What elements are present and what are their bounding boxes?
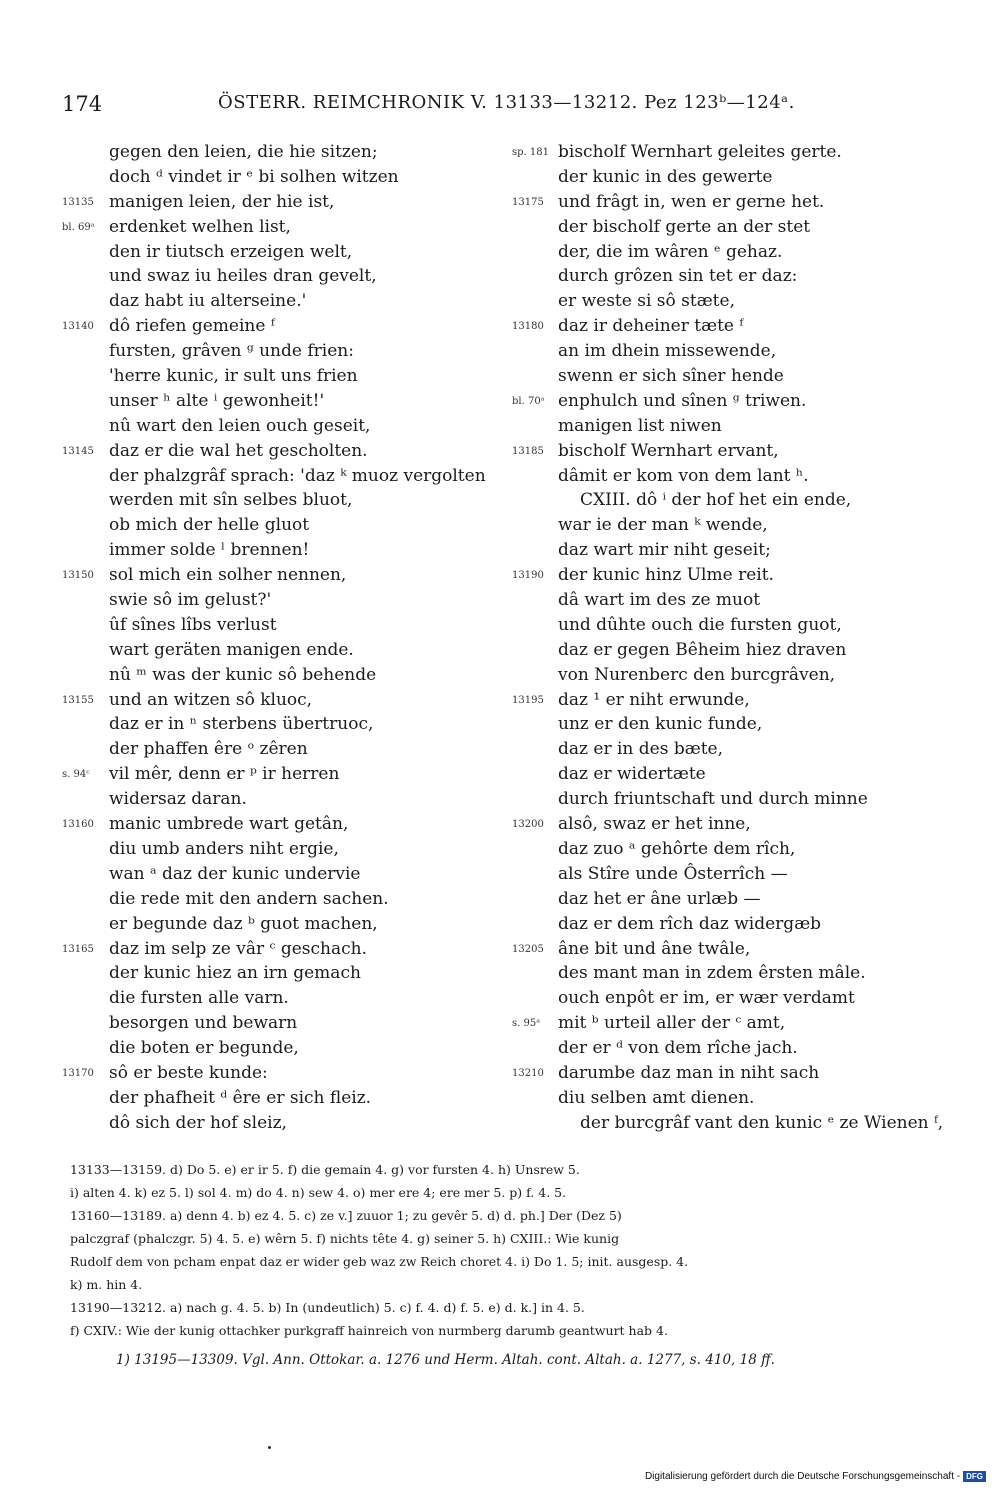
verse-text: der burcgrâf vant den kunic ᵉ ze Wienen ᶠ, <box>580 1112 944 1133</box>
verse-line <box>62 712 502 737</box>
verse-line <box>512 538 952 563</box>
verse-text: an im dhein missewende, <box>558 341 777 362</box>
line-marker: 13210 <box>512 1067 544 1079</box>
verse-text: wart geräten manigen ende. <box>109 639 354 660</box>
note-line: 13190—13212. a) nach g. 4. 5. b) In (undeutlich) 5. c) f. 4. d) f. 5. e) d. k.] in 4. 5. <box>70 1300 585 1315</box>
verse-text: daz zuo ᵃ gehôrte dem rîch, <box>558 838 796 859</box>
verse-line <box>62 812 502 837</box>
verse-text: der kunic hiez an irn gemach <box>109 963 361 984</box>
verse-text: die rede mit den andern sachen. <box>109 888 389 909</box>
verse-text: daz er die wal het gescholten. <box>109 440 368 461</box>
verse-text: besorgen und bewarn <box>109 1013 298 1034</box>
verse-text: widersaz daran. <box>109 789 247 810</box>
verse-text: und dûhte ouch die fursten guot, <box>558 614 842 635</box>
verse-text: erdenket welhen list, <box>109 216 291 237</box>
line-marker: 13190 <box>512 570 544 582</box>
verse-line <box>62 140 502 165</box>
line-marker: 13160 <box>62 819 94 831</box>
verse-text: der phafheit ᵈ êre er sich fleiz. <box>109 1087 372 1108</box>
verse-line <box>62 588 502 613</box>
line-marker: 13140 <box>62 321 94 333</box>
verse-text: der phalzgrâf sprach: 'daz ᵏ muoz vergolten <box>109 465 486 486</box>
verse-line <box>512 165 952 190</box>
verse-line <box>62 1086 502 1111</box>
verse-line <box>62 737 502 762</box>
verse-text: der kunic hinz Ulme reit. <box>558 565 774 586</box>
line-marker: 13205 <box>512 943 544 955</box>
verse-text: daz er widertæte <box>558 764 706 785</box>
verse-line <box>512 339 952 364</box>
verse-line <box>512 215 952 240</box>
verse-text: daz er dem rîch daz widergæb <box>558 913 822 934</box>
verse-line <box>512 812 952 837</box>
verse-text: daz habt iu alterseine.' <box>109 291 307 312</box>
left-column <box>62 140 502 1136</box>
verse-text: der bischolf gerte an der stet <box>558 216 811 237</box>
note-line: 13133—13159. d) Do 5. e) er ir 5. f) die gemain 4. g) vor fursten 4. h) Unsrew 5. <box>70 1162 580 1177</box>
verse-text: der phaffen êre ᵒ zêren <box>109 739 308 760</box>
note-line: 13160—13189. a) denn 4. b) ez 4. 5. c) ze v.] zuuor 1; zu gevêr 5. d) d. ph.] Der (Dez 5) <box>70 1208 622 1223</box>
verse-text: daz er in ⁿ sterbens übertruoc, <box>109 714 374 735</box>
verse-line <box>62 314 502 339</box>
note-line: Rudolf dem von pcham enpat daz er wider geb waz zw Reich choret 4. i) Do 1. 5; init. ausgesp. 4. <box>70 1254 689 1269</box>
verse-line <box>62 787 502 812</box>
verse-line <box>62 1036 502 1061</box>
verse-text: er begunde daz ᵇ guot machen, <box>109 913 378 934</box>
line-marker: bl. 69ᵃ <box>62 221 95 233</box>
verse-line <box>62 240 502 265</box>
line-marker: 13200 <box>512 819 544 831</box>
note-line: f) CXIV.: Wie der kunig ottachker purkgraff hainreich von nurmberg darumb geantwurt hab 4. <box>70 1323 668 1338</box>
verse-line <box>512 389 952 414</box>
line-marker: 13180 <box>512 321 544 333</box>
verse-line <box>512 140 952 165</box>
line-marker: 13135 <box>62 196 94 208</box>
verse-text: ûf sînes lîbs verlust <box>109 614 277 635</box>
verse-text: dâmit er kom von dem lant ʰ. <box>558 465 809 486</box>
verse-line <box>512 613 952 638</box>
verse-line <box>62 488 502 513</box>
verse-line <box>512 588 952 613</box>
digitization-credit <box>645 1471 986 1482</box>
verse-line <box>512 737 952 762</box>
verse-line <box>62 389 502 414</box>
verse-text: enphulch und sînen ᵍ triwen. <box>558 390 807 411</box>
verse-line <box>62 638 502 663</box>
verse-text: wan ᵃ daz der kunic undervie <box>109 863 361 884</box>
verse-text: doch ᵈ vindet ir ᵉ bi solhen witzen <box>109 166 399 187</box>
verse-text: die boten er begunde, <box>109 1038 299 1059</box>
verse-text: manigen leien, der hie ist, <box>109 191 335 212</box>
verse-text: ob mich der helle gluot <box>109 515 310 536</box>
verse-text: fursten, grâven ᵍ unde frien: <box>109 341 354 362</box>
verse-text: ouch enpôt er im, er wær verdamt <box>558 988 855 1009</box>
verse-line <box>62 513 502 538</box>
verse-line <box>62 538 502 563</box>
verse-text: unz er den kunic funde, <box>558 714 763 735</box>
verse-line <box>512 1011 952 1036</box>
verse-text: daz im selp ze vâr ᶜ geschach. <box>109 938 367 959</box>
verse-line <box>512 887 952 912</box>
verse-text: er weste si sô stæte, <box>558 291 735 312</box>
verse-text: der kunic in des gewerte <box>558 166 773 187</box>
verse-line <box>62 289 502 314</box>
verse-line <box>512 1036 952 1061</box>
verse-line <box>512 264 952 289</box>
verse-text: daz er in des bæte, <box>558 739 723 760</box>
verse-line <box>62 862 502 887</box>
verse-line <box>512 961 952 986</box>
verse-line <box>62 165 502 190</box>
verse-text: als Stîre unde Ôsterrîch — <box>558 863 788 884</box>
verse-line <box>62 1061 502 1086</box>
verse-text: dô sich der hof sleiz, <box>109 1112 287 1133</box>
verse-line <box>62 663 502 688</box>
verse-line <box>512 762 952 787</box>
verse-line <box>62 439 502 464</box>
verse-text: mit ᵇ urteil aller der ᶜ amt, <box>558 1013 786 1034</box>
verse-line <box>512 513 952 538</box>
verse-line <box>512 1086 952 1111</box>
verse-line <box>512 563 952 588</box>
verse-line <box>512 488 952 513</box>
line-marker: 13195 <box>512 694 544 706</box>
verse-line <box>512 1061 952 1086</box>
line-marker: bl. 70ᵃ <box>512 395 545 407</box>
verse-text: und frâgt in, wen er gerne het. <box>558 191 825 212</box>
line-marker: 13155 <box>62 694 94 706</box>
verse-text: swie sô im gelust?' <box>109 590 272 611</box>
running-head: ÖSTERR. REIMCHRONIK V. 13133—13212. Pez 123ᵇ—124ᵃ. <box>218 92 795 113</box>
verse-line <box>62 986 502 1011</box>
verse-text: daz ir deheiner tæte ᶠ <box>558 316 744 337</box>
verse-line <box>62 1111 502 1136</box>
verse-line <box>512 314 952 339</box>
verse-line <box>512 787 952 812</box>
print-speck <box>268 1446 271 1449</box>
verse-line <box>512 289 952 314</box>
line-marker: 13175 <box>512 196 544 208</box>
line-marker: s. 94ᶜ <box>62 769 90 781</box>
verse-line <box>512 1111 952 1136</box>
verse-text: diu selben amt dienen. <box>558 1087 755 1108</box>
verse-line <box>62 215 502 240</box>
verse-text: vil mêr, denn er ᵖ ir herren <box>109 764 340 785</box>
verse-line <box>512 638 952 663</box>
verse-text: daz ¹ er niht erwunde, <box>558 689 750 710</box>
page-number: 174 <box>62 92 103 116</box>
verse-text: bischolf Wernhart ervant, <box>558 440 779 461</box>
verse-line <box>512 464 952 489</box>
verse-text: nû ᵐ was der kunic sô behende <box>109 664 377 685</box>
right-column <box>512 140 952 1136</box>
verse-line <box>62 414 502 439</box>
dfg-logo: DFG <box>963 1471 986 1482</box>
verse-text: manigen list niwen <box>558 415 722 436</box>
verse-text: diu umb anders niht ergie, <box>109 838 339 859</box>
verse-line <box>512 837 952 862</box>
line-marker: 13145 <box>62 445 94 457</box>
verse-text: sô er beste kunde: <box>109 1062 268 1083</box>
verse-line <box>512 986 952 1011</box>
verse-text: unser ʰ alte ⁱ gewonheit!' <box>109 390 325 411</box>
verse-text: daz wart mir niht geseit; <box>558 540 771 561</box>
line-marker: 13170 <box>62 1067 94 1079</box>
verse-text: sol mich ein solher nennen, <box>109 565 347 586</box>
line-marker: 13165 <box>62 943 94 955</box>
verse-line <box>62 688 502 713</box>
verse-text: die fursten alle varn. <box>109 988 289 1009</box>
verse-line <box>62 1011 502 1036</box>
verse-line <box>62 887 502 912</box>
verse-line <box>62 264 502 289</box>
verse-text: durch friuntschaft und durch minne <box>558 789 868 810</box>
verse-text: 'herre kunic, ir sult uns frien <box>109 366 358 387</box>
verse-text: war ie der man ᵏ wende, <box>558 515 768 536</box>
verse-text: den ir tiutsch erzeigen welt, <box>109 241 353 262</box>
verse-line <box>512 663 952 688</box>
verse-text: und an witzen sô kluoc, <box>109 689 313 710</box>
verse-line <box>512 190 952 215</box>
verse-line <box>62 190 502 215</box>
verse-text: swenn er sich sîner hende <box>558 366 784 387</box>
note-line: palczgraf (phalczgr. 5) 4. 5. e) wêrn 5. f) nichts tête 4. g) seiner 5. h) CXIII.: Wie kunig <box>70 1231 620 1246</box>
verse-text: werden mit sîn selbes bluot, <box>109 490 353 511</box>
line-marker: 13150 <box>62 570 94 582</box>
verse-text: manic umbrede wart getân, <box>109 814 349 835</box>
verse-line <box>512 439 952 464</box>
verse-text: bischolf Wernhart geleites gerte. <box>558 142 842 162</box>
verse-line <box>62 563 502 588</box>
verse-text: durch grôzen sin tet er daz: <box>558 266 798 287</box>
verse-line <box>62 364 502 389</box>
verse-text: und swaz iu heiles dran gevelt, <box>109 266 377 287</box>
verse-text: âne bit und âne twâle, <box>558 938 751 959</box>
verse-line <box>512 862 952 887</box>
verse-text: der er ᵈ von dem rîche jach. <box>558 1038 798 1059</box>
apparatus-notes <box>70 1158 940 1342</box>
line-marker: 13185 <box>512 445 544 457</box>
verse-text: darumbe daz man in niht sach <box>558 1062 820 1083</box>
verse-text: der, die im wâren ᵉ gehaz. <box>558 241 783 262</box>
verse-line <box>512 912 952 937</box>
verse-line <box>62 613 502 638</box>
verse-line <box>512 364 952 389</box>
verse-text: immer solde ˡ brennen! <box>109 540 310 561</box>
line-marker: s. 95ᵃ <box>512 1018 541 1030</box>
verse-line <box>62 762 502 787</box>
note-line: k) m. hin 4. <box>70 1277 143 1292</box>
line-marker: sp. 181 <box>512 147 549 158</box>
verse-text: daz er gegen Bêheim hiez draven <box>558 639 847 660</box>
verse-text: daz het er âne urlæb — <box>558 888 761 909</box>
verse-line <box>512 937 952 962</box>
note-line: i) alten 4. k) ez 5. l) sol 4. m) do 4. n) sew 4. o) mer ere 4; ere mer 5. p) f. 4. 5. <box>70 1185 567 1200</box>
verse-text: dâ wart im des ze muot <box>558 590 761 611</box>
verse-line <box>512 414 952 439</box>
verse-line <box>62 339 502 364</box>
verse-text: nû wart den leien ouch geseit, <box>109 415 371 436</box>
verse-line <box>62 961 502 986</box>
verse-text: dô riefen gemeine ᶠ <box>109 316 275 337</box>
verse-line <box>62 937 502 962</box>
verse-text: alsô, swaz er het inne, <box>558 814 751 835</box>
verse-text: von Nurenberc den burcgrâven, <box>558 664 836 685</box>
verse-line <box>62 912 502 937</box>
credit-text: Digitalisierung gefördert durch die Deutsche Forschungsgemeinschaft - <box>644 1471 961 1482</box>
verse-line <box>62 464 502 489</box>
verse-line <box>512 688 952 713</box>
verse-text: gegen den leien, die hie sitzen; <box>109 142 378 162</box>
verse-line <box>512 712 952 737</box>
verse-text: CXIII. dô ⁱ der hof het ein ende, <box>580 490 852 511</box>
verse-text: des mant man in zdem êrsten mâle. <box>558 963 866 984</box>
verse-line <box>512 240 952 265</box>
verse-line <box>62 837 502 862</box>
footnote: 1) 13195—13309. Vgl. Ann. Ottokar. a. 1276 und Herm. Altah. cont. Altah. a. 1277, s. 410, 18 ff. <box>116 1352 775 1368</box>
